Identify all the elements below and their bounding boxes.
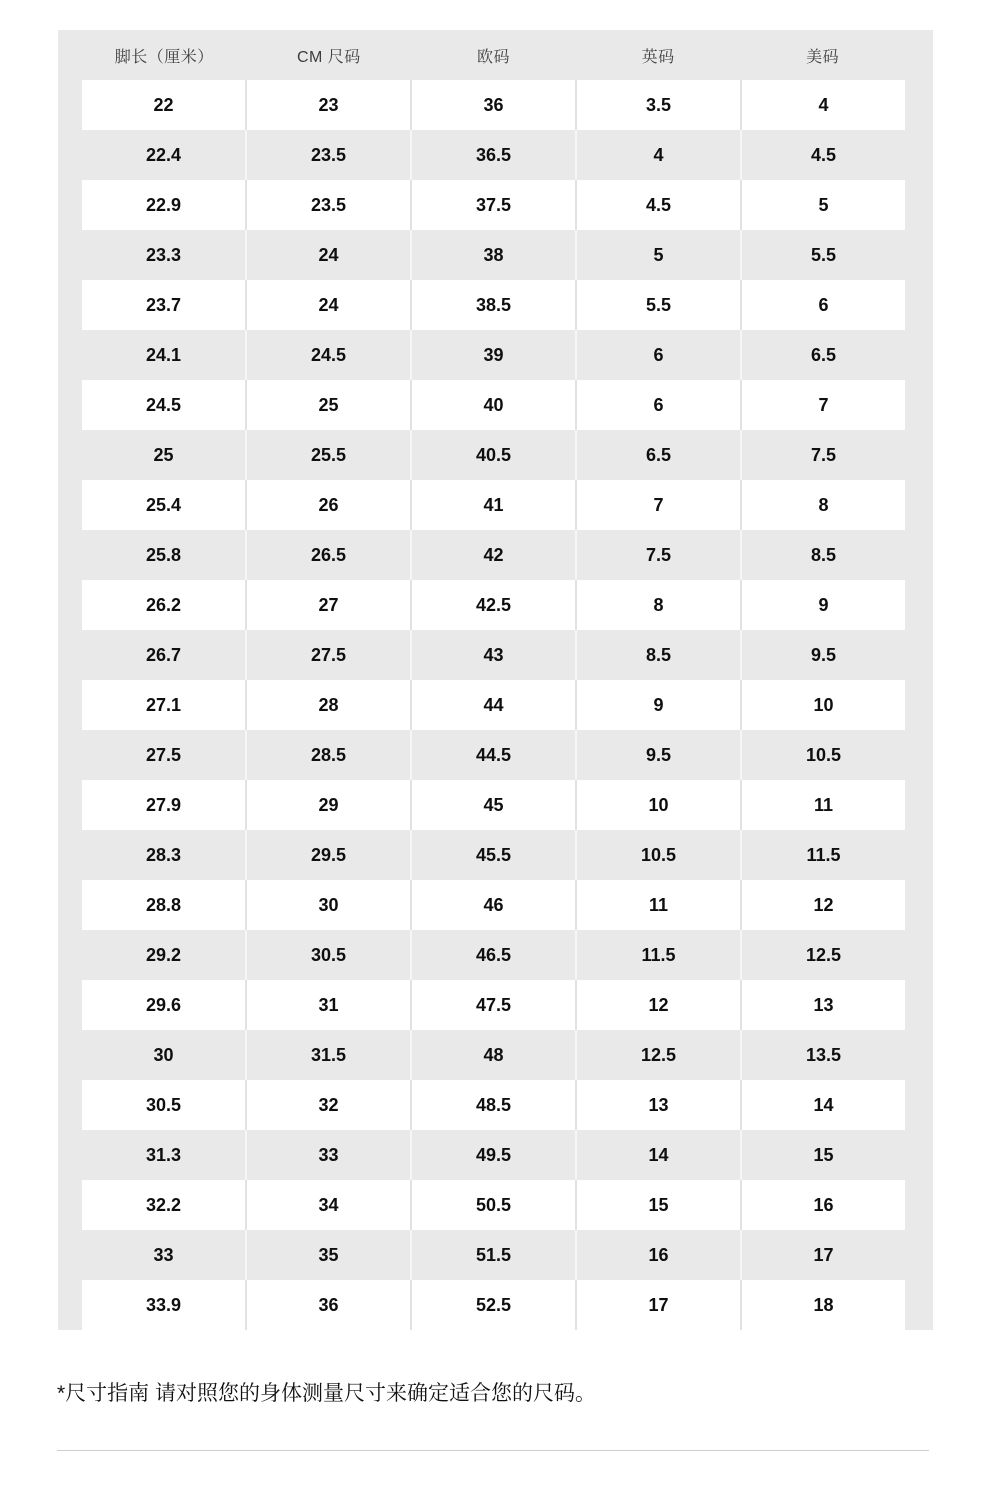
table-cell: 17 [575,1280,740,1330]
table-cell: 14 [575,1130,740,1180]
table-cell: 3.5 [575,80,740,130]
table-cell: 8 [575,580,740,630]
table-cell: 35 [245,1230,410,1280]
table-row [82,930,905,980]
table-cell: 42.5 [410,580,575,630]
table-row [82,280,905,330]
table-cell: 50.5 [410,1180,575,1230]
table-cell: 17 [740,1230,905,1280]
table-header-row [82,30,905,80]
table-cell: 28.8 [145,894,182,915]
table-cell: 9.5 [740,630,905,680]
table-cell: 11 [740,780,905,830]
table-cell: 36 [410,80,575,130]
table-cell: 27.5 [245,630,410,680]
table-cell: 4.5 [740,130,905,180]
table-cell: 42 [410,530,575,580]
table-cell: 11 [575,880,740,930]
table-cell: 46 [410,880,575,930]
table-row [82,230,905,280]
table-cell: 12 [740,880,905,930]
table-cell: 10.5 [575,830,740,880]
table-cell: 31.3 [145,1144,182,1165]
table-cell: 30 [153,1044,174,1065]
table-row [82,330,905,380]
table-cell: 28.5 [245,730,410,780]
column-header-3: 英码 [641,48,675,66]
table-cell: 33.9 [145,1294,182,1315]
table-cell: 26.5 [245,530,410,580]
table-cell: 46.5 [410,930,575,980]
table-cell: 22.9 [145,194,182,215]
table-cell: 10 [575,780,740,830]
table-cell: 27.5 [145,744,182,765]
table-cell: 16 [575,1230,740,1280]
table-cell: 24 [245,280,410,330]
table-cell: 24.1 [145,344,182,365]
table-cell: 6 [575,330,740,380]
table-cell: 40 [410,380,575,430]
table-cell: 47.5 [410,980,575,1030]
table-cell: 40.5 [410,430,575,480]
table-row [82,980,905,1030]
table-cell: 49.5 [410,1130,575,1180]
table-row [82,680,905,730]
table-row [82,430,905,480]
table-cell: 26.2 [145,594,182,615]
size-guide-footnote: *尺寸指南 请对照您的身体测量尺寸来确定适合您的尺码。 [57,1382,597,1405]
table-cell: 4 [740,80,905,130]
table-cell: 13.5 [740,1030,905,1080]
table-cell: 29.2 [145,944,182,965]
table-cell: 26 [245,480,410,530]
table-cell: 22.4 [145,144,182,165]
table-cell: 28 [245,680,410,730]
table-cell: 8.5 [740,530,905,580]
table-cell: 48.5 [410,1080,575,1130]
table-row [82,380,905,430]
table-cell: 24.5 [245,330,410,380]
table-cell: 36.5 [410,130,575,180]
table-cell: 9 [740,580,905,630]
table-cell: 33 [153,1244,174,1265]
table-row [82,80,905,130]
table-row [82,880,905,930]
table-cell: 4.5 [575,180,740,230]
table-cell: 32 [245,1080,410,1130]
table-cell: 4 [575,130,740,180]
table-row [82,580,905,630]
table-cell: 25 [245,380,410,430]
table-cell: 29.6 [145,994,182,1015]
table-cell: 38 [410,230,575,280]
table-cell: 37.5 [410,180,575,230]
table-row [82,630,905,680]
table-row [82,1180,905,1230]
table-cell: 5.5 [575,280,740,330]
table-row [82,530,905,580]
table-cell: 5.5 [740,230,905,280]
table-cell: 10 [740,680,905,730]
table-cell: 48 [410,1030,575,1080]
size-chart-table [58,30,933,1330]
table-row [82,1080,905,1130]
table-cell: 12.5 [575,1030,740,1080]
table-cell: 6 [575,380,740,430]
table-cell: 13 [740,980,905,1030]
table-cell: 5 [575,230,740,280]
table-row [82,1130,905,1180]
table-row [82,180,905,230]
table-cell: 22 [153,94,174,115]
table-cell: 7 [575,480,740,530]
table-cell: 15 [575,1180,740,1230]
table-cell: 24.5 [145,394,182,415]
table-cell: 29 [245,780,410,830]
table-cell: 25 [153,444,174,465]
table-cell: 25.5 [245,430,410,480]
table-cell: 28.3 [145,844,182,865]
table-cell: 24 [245,230,410,280]
table-cell: 33 [245,1130,410,1180]
table-cell: 30.5 [245,930,410,980]
table-cell: 9 [575,680,740,730]
table-cell: 52.5 [410,1280,575,1330]
table-cell: 23.5 [245,130,410,180]
table-cell: 7 [740,380,905,430]
table-row [82,780,905,830]
table-row [82,1280,905,1330]
table-row [82,1030,905,1080]
table-cell: 12.5 [740,930,905,980]
table-cell: 30.5 [145,1094,182,1115]
table-cell: 10.5 [740,730,905,780]
table-cell: 23.5 [245,180,410,230]
table-cell: 26.7 [145,644,182,665]
table-cell: 25.8 [145,544,182,565]
table-cell: 32.2 [145,1194,182,1215]
column-header-1: CM 尺码 [296,48,361,66]
table-cell: 14 [740,1080,905,1130]
table-cell: 7.5 [575,530,740,580]
table-cell: 5 [740,180,905,230]
table-cell: 9.5 [575,730,740,780]
table-cell: 23.3 [145,244,182,265]
bottom-divider [57,1450,929,1451]
table-cell: 27 [245,580,410,630]
table-cell: 29.5 [245,830,410,880]
table-cell: 6.5 [575,430,740,480]
table-cell: 27.1 [145,694,182,715]
table-body [82,80,905,1330]
column-header-2: 欧码 [476,48,510,66]
table-cell: 11.5 [740,830,905,880]
table-cell: 34 [245,1180,410,1230]
table-cell: 23 [245,80,410,130]
table-cell: 31.5 [245,1030,410,1080]
table-cell: 43 [410,630,575,680]
table-row [82,730,905,780]
table-cell: 31 [245,980,410,1030]
table-cell: 38.5 [410,280,575,330]
table-cell: 11.5 [575,930,740,980]
table-row [82,1230,905,1280]
table-cell: 30 [245,880,410,930]
table-cell: 51.5 [410,1230,575,1280]
table-cell: 25.4 [145,494,182,515]
table-row [82,130,905,180]
table-cell: 13 [575,1080,740,1130]
table-cell: 15 [740,1130,905,1180]
table-cell: 16 [740,1180,905,1230]
table-row [82,480,905,530]
table-cell: 44 [410,680,575,730]
table-cell: 6.5 [740,330,905,380]
table-cell: 27.9 [145,794,182,815]
table-cell: 41 [410,480,575,530]
table-cell: 12 [575,980,740,1030]
table-row [82,830,905,880]
table-cell: 45.5 [410,830,575,880]
column-header-0: 脚长（厘米） [114,48,214,66]
table-cell: 8 [740,480,905,530]
table-cell: 44.5 [410,730,575,780]
table-cell: 18 [740,1280,905,1330]
table-cell: 7.5 [740,430,905,480]
table-cell: 6 [740,280,905,330]
column-header-4: 美码 [806,48,840,66]
table-cell: 45 [410,780,575,830]
table-cell: 8.5 [575,630,740,680]
table-cell: 23.7 [145,294,182,315]
table-cell: 39 [410,330,575,380]
table-cell: 36 [245,1280,410,1330]
